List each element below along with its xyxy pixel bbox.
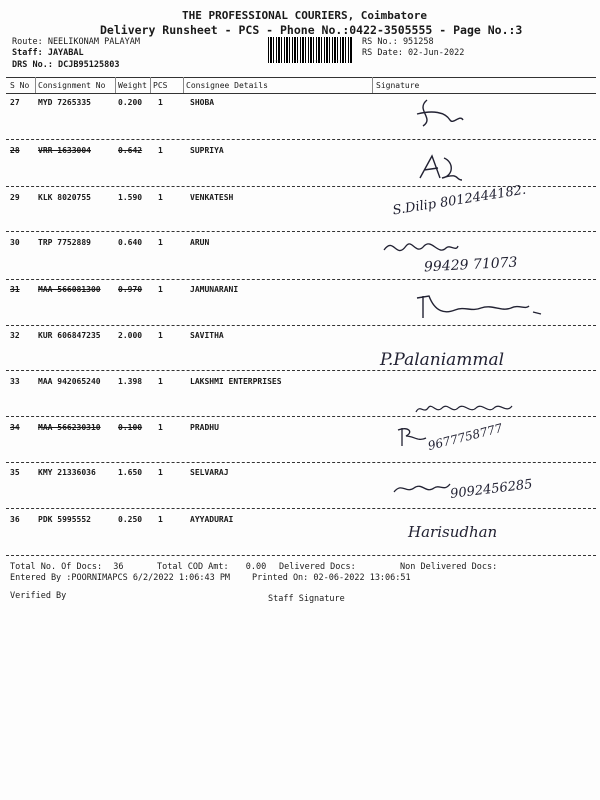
row-consignment: MAA 566230310 <box>38 423 101 432</box>
row-pcs: 1 <box>158 193 163 202</box>
runsheet-title: Delivery Runsheet - PCS - Phone No.:0422-3505555 - Page No.:3 <box>100 23 523 37</box>
signature-row-27 <box>405 92 465 136</box>
row-sno: 30 <box>10 238 20 247</box>
row-pcs: 1 <box>158 98 163 107</box>
signature-row-29: S.Dilip 8012444182. <box>391 182 528 219</box>
rs-number: RS No.: 951258 <box>362 37 434 47</box>
row-weight: 2.000 <box>118 331 143 340</box>
col-header-signature: Signature <box>376 81 420 90</box>
row-consignment: PDK 5995552 <box>38 515 91 524</box>
company-title: THE PROFESSIONAL COURIERS, Coimbatore <box>182 9 428 22</box>
row-separator <box>6 279 596 280</box>
row-pcs: 1 <box>158 468 163 477</box>
row-separator <box>6 231 596 232</box>
table-row <box>0 331 600 347</box>
row-consignee: PRADHU <box>190 423 219 432</box>
row-sno: 31 <box>10 285 20 294</box>
row-sno: 32 <box>10 331 20 340</box>
staff-signature: Staff Signature <box>268 594 345 604</box>
signature-row-32: P.Palaniammal <box>380 350 505 370</box>
signature-row-35 <box>392 478 452 502</box>
row-weight: 0.200 <box>118 98 143 107</box>
row-consignment: MAA 566081300 <box>38 285 101 294</box>
row-consignee: SELVARAJ <box>190 468 229 477</box>
table-row <box>0 98 600 114</box>
row-sno: 35 <box>10 468 20 477</box>
row-separator <box>6 508 596 509</box>
row-pcs: 1 <box>158 515 163 524</box>
rs-date: RS Date: 02-Jun-2022 <box>362 48 465 58</box>
col-header-sno: S No <box>10 81 30 90</box>
signature-row-28 <box>410 150 470 189</box>
signature-row-31 <box>415 292 545 328</box>
signature-row-33 <box>414 400 524 422</box>
row-consignment: TRP 7752889 <box>38 238 91 247</box>
total-cod <box>157 562 266 572</box>
signature-row-34-phone: 9677758777 <box>426 420 504 454</box>
barcode-image <box>268 37 352 63</box>
row-pcs: 1 <box>158 331 163 340</box>
row-pcs: 1 <box>158 146 163 155</box>
row-pcs: 1 <box>158 238 163 247</box>
total-cod-value: 0.00 <box>245 562 267 572</box>
row-consignee: AYYADURAI <box>190 515 234 524</box>
row-weight: 0.642 <box>118 146 143 155</box>
total-docs <box>10 562 124 572</box>
row-sno: 29 <box>10 193 20 202</box>
row-consignee: JAMUNARANI <box>190 285 239 294</box>
signature-row-36: Harisudhan <box>408 523 498 541</box>
row-sno: 28 <box>10 146 20 155</box>
row-consignment: KMY 21336036 <box>38 468 96 477</box>
delivered-docs: Delivered Docs: <box>279 562 356 572</box>
row-separator <box>6 139 596 140</box>
row-consignee: LAKSHMI ENTERPRISES <box>190 377 282 386</box>
row-pcs: 1 <box>158 285 163 294</box>
col-header-weight: Weight <box>118 81 147 90</box>
row-weight: 1.590 <box>118 193 143 202</box>
row-consignment: KLK 8020755 <box>38 193 91 202</box>
staff-text: Staff: JAYABAL <box>12 48 84 58</box>
row-weight: 0.100 <box>118 423 143 432</box>
table-top-border <box>6 77 596 78</box>
col-header-consignment: Consignment No <box>38 81 106 90</box>
row-separator <box>6 370 596 371</box>
signature-row-35-phone: 9092456285 <box>449 477 534 502</box>
col-header-pcs: PCS <box>153 81 168 90</box>
row-consignee: SHOBA <box>190 98 215 107</box>
row-sno: 33 <box>10 377 20 386</box>
row-sno: 34 <box>10 423 20 432</box>
row-consignee: VENKATESH <box>190 193 234 202</box>
total-docs-label: Total No. Of Docs: <box>10 562 103 572</box>
row-consignment: MAA 942065240 <box>38 377 101 386</box>
col-header-consignee: Consignee Details <box>186 81 268 90</box>
entered-by: Entered By :POORNIMAPCS 6/2/2022 1:06:43 PM <box>10 573 231 583</box>
verified-by: Verified By <box>10 591 67 601</box>
row-pcs: 1 <box>158 377 163 386</box>
non-delivered-docs: Non Delivered Docs: <box>400 562 498 572</box>
table-row <box>0 146 600 162</box>
drs-number: DRS No.: DCJB95125803 <box>12 60 120 70</box>
row-consignee: SUPRIYA <box>190 146 224 155</box>
row-consignment: VRR 1633004 <box>38 146 91 155</box>
row-weight: 0.640 <box>118 238 143 247</box>
row-consignment: KUR 606847235 <box>38 331 101 340</box>
row-separator <box>6 462 596 463</box>
row-consignment: MYD 7265335 <box>38 98 91 107</box>
row-weight: 0.970 <box>118 285 143 294</box>
total-docs-value: 36 <box>113 562 124 572</box>
row-weight: 1.650 <box>118 468 143 477</box>
row-sno: 36 <box>10 515 20 524</box>
row-pcs: 1 <box>158 423 163 432</box>
row-consignee: ARUN <box>190 238 210 247</box>
total-cod-label: Total COD Amt: <box>157 562 229 572</box>
row-sno: 27 <box>10 98 20 107</box>
signature-row-30-phone: 99429 71073 <box>423 254 518 276</box>
row-weight: 0.250 <box>118 515 143 524</box>
table-row <box>0 238 600 254</box>
row-consignee: SAVITHA <box>190 331 224 340</box>
table-row <box>0 377 600 393</box>
table-header-row <box>0 81 600 97</box>
route-text: Route: NEELIKONAM PALAYAM <box>12 37 140 47</box>
printed-on: Printed On: 02-06-2022 13:06:51 <box>252 573 411 583</box>
table-row <box>0 515 600 531</box>
row-weight: 1.398 <box>118 377 143 386</box>
table-row <box>0 423 600 439</box>
row-separator <box>6 555 596 556</box>
